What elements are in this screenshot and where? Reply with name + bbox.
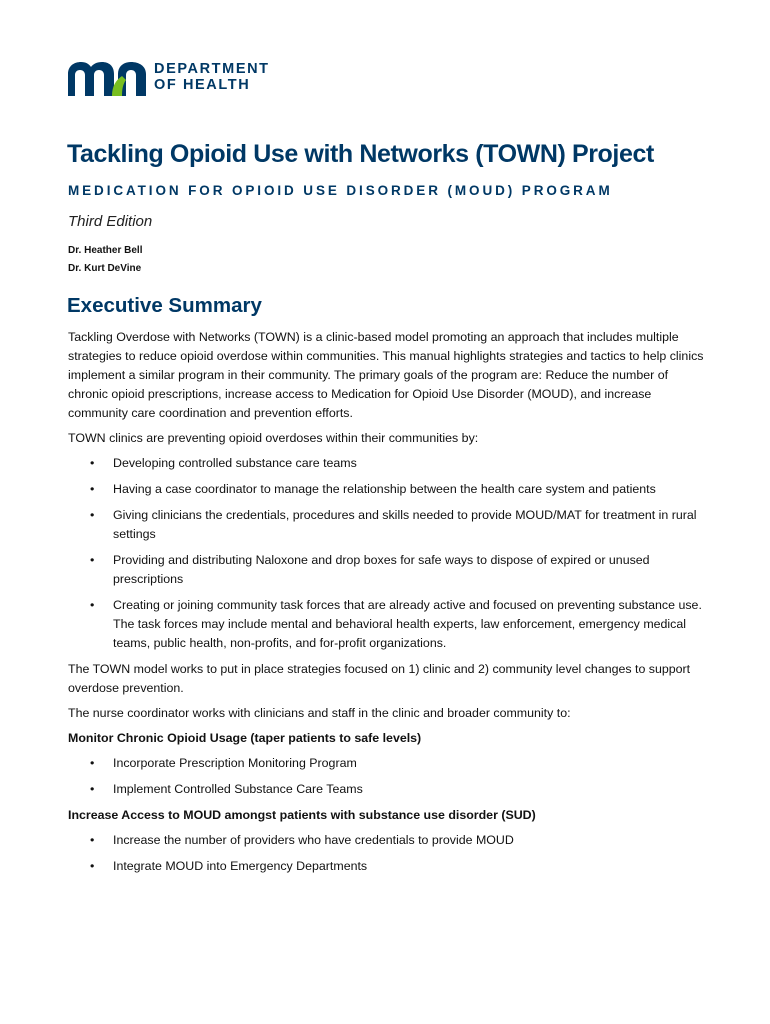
list-item-text: Giving clinicians the credentials, procedures and skills needed to provide MOUD/MAT for treatment in rural settings [113, 508, 697, 541]
monitor-list [68, 754, 704, 799]
clinics-lead-paragraph: TOWN clinics are preventing opioid overdoses within their communities by: [68, 431, 479, 445]
list-item [68, 831, 704, 850]
list-item-text: Developing controlled substance care teams [113, 456, 357, 470]
bullet-icon: • [90, 456, 95, 470]
subsection-heading-access: Increase Access to MOUD amongst patients with substance use disorder (SUD) [68, 808, 536, 822]
subsection-heading-monitor: Monitor Chronic Opioid Usage (taper patients to safe levels) [68, 731, 422, 745]
logo-wordmark [154, 62, 270, 93]
list-item [68, 857, 704, 876]
author-name: Dr. Kurt DeVine [68, 263, 142, 274]
list-item-text: Integrate MOUD into Emergency Departments [113, 859, 368, 873]
list-item [68, 480, 704, 499]
list-item-text: Increase the number of providers who have credentials to provide MOUD [113, 833, 514, 847]
model-paragraph: The TOWN model works to put in place strategies focused on 1) clinic and 2) community level changes to support overdose prevention. [68, 662, 691, 695]
document-title: Tackling Opioid Use with Networks (TOWN) Project [67, 140, 654, 168]
mdh-logo [68, 62, 270, 96]
nurse-paragraph: The nurse coordinator works with clinicians and staff in the clinic and broader community to: [68, 706, 571, 720]
bullet-icon: • [90, 553, 95, 567]
list-item-text: Creating or joining community task forces that are already active and focused on preventing substance use. The task forces may include mental and behavioral health experts, law enforcement, emergency medical teams, public health, non-profits, and for-profit organizations. [113, 598, 702, 650]
intro-paragraph: Tackling Overdose with Networks (TOWN) is a clinic-based model promoting an approach that includes multiple strategies to reduce opioid overdose within communities. This manual highlights strategies and tactics to help clinics implement a similar program in their community. The primary goals of the program are: Reduce the number of chronic opioid prescriptions, increase access to Medication for Opioid Use Disorder (MOUD), and increase community care coordination and prevention efforts. [68, 330, 704, 420]
bullet-icon: • [90, 482, 95, 496]
bullet-icon: • [90, 859, 95, 873]
bullet-icon: • [90, 833, 95, 847]
summary-body [68, 328, 704, 883]
clinics-list [68, 454, 704, 653]
bullet-icon: • [90, 756, 95, 770]
bullet-icon: • [90, 598, 95, 612]
list-item [68, 454, 704, 473]
list-item-text: Incorporate Prescription Monitoring Program [113, 756, 357, 770]
list-item-text: Implement Controlled Substance Care Teams [113, 782, 363, 796]
list-item-text: Having a case coordinator to manage the relationship between the health care system and patients [113, 482, 656, 496]
document-subtitle: MEDICATION FOR OPIOID USE DISORDER (MOUD) PROGRAM [68, 183, 613, 198]
list-item [68, 754, 704, 773]
list-item [68, 596, 704, 653]
list-item [68, 780, 704, 799]
author-list [68, 242, 142, 278]
list-item-text: Providing and distributing Naloxone and drop boxes for safe ways to dispose of expired or unused prescriptions [113, 553, 650, 586]
bullet-icon: • [90, 782, 95, 796]
list-item [68, 551, 704, 589]
edition-label: Third Edition [68, 213, 153, 230]
author-name: Dr. Heather Bell [68, 245, 143, 256]
logo-line-2: OF HEALTH [154, 76, 251, 93]
list-item [68, 506, 704, 544]
bullet-icon: • [90, 508, 95, 522]
logo-line-1: DEPARTMENT [154, 61, 270, 77]
section-heading: Executive Summary [67, 294, 262, 317]
mn-logo-icon [68, 62, 146, 96]
access-list [68, 831, 704, 876]
